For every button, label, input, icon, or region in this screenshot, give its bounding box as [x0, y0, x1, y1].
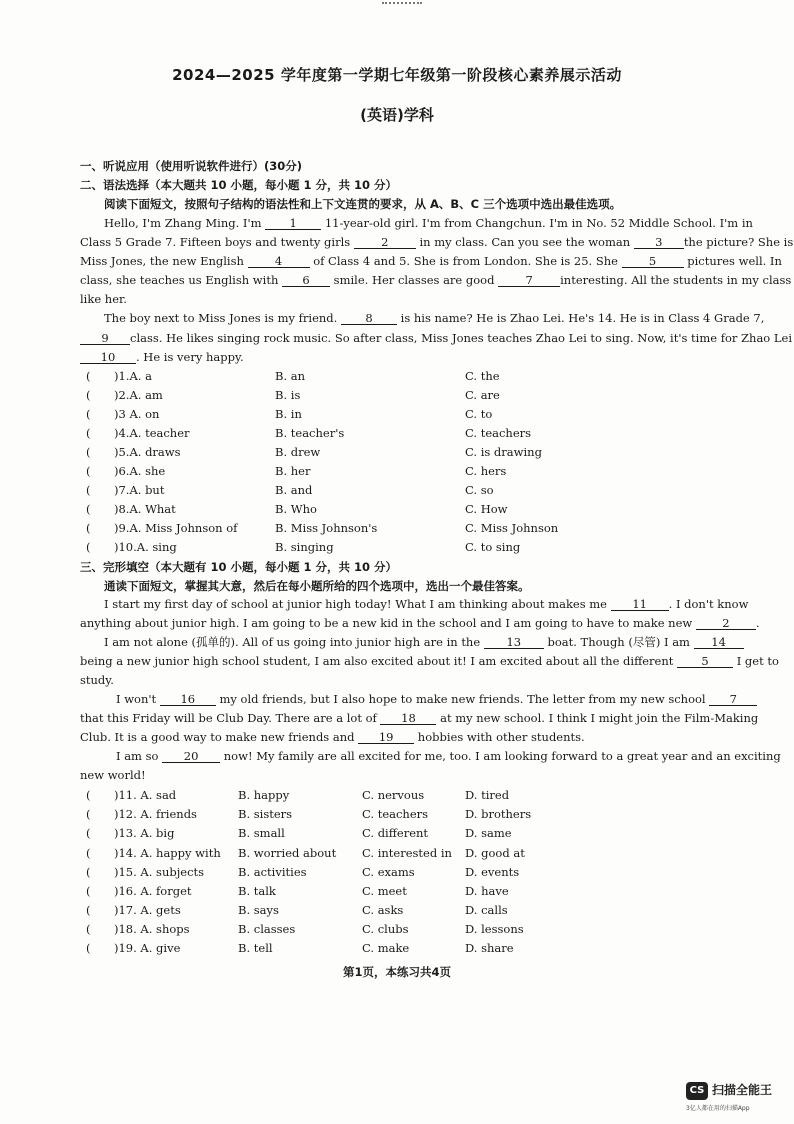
question-option-c: C. asks [362, 903, 404, 917]
question-option-b: B. classes [238, 922, 296, 936]
answer-blank: 18 [380, 712, 436, 725]
question-option-b: B. activities [238, 865, 307, 879]
section3-heading: 三、完形填空（本大题有 10 小题，每小题 1 分，共 10 分） [80, 560, 398, 574]
question-option-b: B. is [275, 388, 301, 402]
question-option-c: C. interested in [362, 846, 452, 860]
exam-title: 2024—2025 学年度第一学期七年级第一阶段核心素养展示活动 [172, 66, 622, 84]
question-option-d: D. events [465, 865, 520, 879]
answer-blank: 14 [694, 636, 744, 649]
question-option-b: B. talk [238, 884, 276, 898]
passage-line: 9 class. He likes singing rock music. So after class, Miss Jones teaches Zhao Lei to sing. Now, it's time for Zhao Lei [80, 331, 792, 345]
question-option-a: )12. A. friends [114, 807, 197, 821]
question-option-c: C. the [465, 369, 500, 383]
question-option-d: D. tired [465, 788, 510, 802]
passage-line: I won't 16 my old friends, but I also hope to make new friends. The letter from my new school 7 [116, 692, 757, 706]
passage-line: like her. [80, 292, 127, 306]
passage-line: I am not alone (孤单的). All of us going into junior high are in the 13 boat. Though (尽管) I am 14 [104, 635, 744, 649]
question-option-a: )1.A. a [114, 369, 152, 383]
question-option-a: )17. A. gets [114, 903, 181, 917]
exam-page: 2024—2025 学年度第一学期七年级第一阶段核心素养展示活动 (英语)学科 一、听说应用（使用听说软件进行）(30分) 二、语法选择（本大题共 10 小题，每小题 1 分，共 10 分） 阅读下面短文，按照句子结构的语法性和上下文连贯的要求，从 A、B、C 三个选项中选出最佳选项。 Hello, I'm Zhang Ming. I'm 1 11-year-old girl. I'm from Changchun. I'm in No. 52 Middle School. I'm in Class 5 Grade 7. Fifteen boys and twenty girls 2 in my class. Can you see the woman 3 the picture? She is Miss Jones, the new English 4 of Class 4 and 5. She is from London. She is 25. She 5 pictures well. In class, she teaches us English with 6 smile. Her classes are good 7 interesting. All the students in my class like her. The boy next to Miss Jones is my friend. 8 is his name? He is Zhao Lei. He's 14. He is in Class 4 Grade 7, 9 class. He likes singing rock music. So after class, Miss Jones teaches Zhao Lei to sing. Now, it's time for Zhao Lei 10 . He is very happy. ( )1.A. a B. an C. the ( )2.A. am B. is C. are ( )3 A. on B. in C. to ( )4.A. teacher B. teacher's C. teachers ( )5.A. draws B. drew C. is drawing ( )6.A. she B. her C. hers ( )7.A. but B. and C. so ( )8.A. What B. Who C. How ( )9.A. Miss Johnson of B. Miss Johnson's C. Miss Johnson ( )10.A. sing B. singing C. to sing 三、完形填空（本大题有 10 小题，每小题 1 分，共 10 分） 通读下面短文，掌握其大意，然后在每小题所给的四个选项中，选出一个最佳答案。 I start my first day of school at junior high today! What I am thinking about makes me 11 . I don't know anything about junior high. I am going to be a new kid in the school and I am going to have to make new 2 . I am not alone (孤单的). All of us going into junior high are in the 13 boat. Though (尽管) I am 14 being a new junior high school student, I am also excited about it! I am excited about all the different 5 I get to study. I won't 16 my old friends, but I also hope to make new friends. The letter from my new school 7 that this Friday will be Club Day. There are a lot of 18 at my new school. I think I might join the Film-Making Club. It is a good way to make new friends and 19 hobbies with other students. I am so 20 now! My family are all excited for me, too. I am looking forward to a great year and an exciting new world! ( )11. A. sad B. happy C. nervous D. tired ( )12. A. friends B. sisters C. teachers D. brothers ( )13. A. big B. small C. different D. same ( )14. A. happy with B. worried about C. interested in D. good at ( )15. A. subjects B. activities C. exams D. events ( )16. A. forget B. talk C. meet D. have ( )17. A. gets B. says C. asks D. calls ( )18. A. shops B. classes C. clubs D. lessons ( )19. A. give B. tell C. make D. share 第1页，本练习共4页 CS 扫描全能王 3亿人都在用的扫描App [0, 0, 794, 1124]
question-option-b: B. drew [275, 445, 321, 459]
question-option-b: B. Miss Johnson's [275, 521, 378, 535]
answer-blank: 10 [80, 351, 136, 364]
question-option-c: C. teachers [362, 807, 429, 821]
passage-line: that this Friday will be Club Day. There are a lot of 18 at my new school. I think I might join the Film-Making [80, 711, 759, 725]
question-option-c: C. to sing [465, 540, 521, 554]
passage-line: I start my first day of school at junior high today! What I am thinking about makes me 11 . I don't know [104, 597, 749, 611]
question-option-b: B. worried about [238, 846, 337, 860]
answer-blank: 1 [265, 217, 321, 230]
passage-line: 10 . He is very happy. [80, 350, 244, 364]
page-footer: 第1页，本练习共4页 [342, 965, 451, 979]
question-option-c: C. different [362, 826, 429, 840]
question-option-c: C. is drawing [465, 445, 542, 459]
question-option-a: )15. A. subjects [114, 865, 205, 879]
passage-line: being a new junior high school student, I am also excited about it! I am excited about all the different 5 I get to [80, 654, 779, 668]
question-option-b: B. small [238, 826, 285, 840]
question-option-c: C. clubs [362, 922, 409, 936]
section1-heading: 一、听说应用（使用听说软件进行）(30分) [80, 159, 303, 173]
question-option-b: B. her [275, 464, 311, 478]
question-option-d: D. share [465, 941, 514, 955]
question-option-c: C. so [465, 483, 494, 497]
answer-blank: 7 [498, 274, 560, 287]
question-option-c: C. teachers [465, 426, 532, 440]
question-option-d: D. have [465, 884, 509, 898]
question-option-d: D. brothers [465, 807, 532, 821]
answer-blank: 5 [622, 255, 684, 268]
question-option-b: B. tell [238, 941, 273, 955]
question-option-b: B. an [275, 369, 306, 383]
question-option-b: B. sisters [238, 807, 293, 821]
exam-subject: (英语)学科 [360, 106, 434, 124]
answer-blank: 19 [358, 731, 414, 744]
question-option-d: D. same [465, 826, 512, 840]
question-option-b: B. says [238, 903, 279, 917]
question-option-a: )10.A. sing [114, 540, 177, 554]
answer-blank: 9 [80, 332, 130, 345]
question-option-c: C. hers [465, 464, 507, 478]
question-option-a: )9.A. Miss Johnson of [114, 521, 238, 535]
question-option-a: )16. A. forget [114, 884, 192, 898]
question-option-d: D. calls [465, 903, 508, 917]
question-option-a: )2.A. am [114, 388, 163, 402]
section2-heading: 二、语法选择（本大题共 10 小题，每小题 1 分，共 10 分） [80, 178, 398, 192]
answer-blank: 2 [354, 236, 416, 249]
scan-mark [382, 2, 422, 7]
question-option-a: )18. A. shops [114, 922, 190, 936]
question-option-b: B. and [275, 483, 313, 497]
passage-line: I am so 20 now! My family are all excited for me, too. I am looking forward to a great year and an exciting [116, 749, 781, 763]
answer-blank: 16 [160, 693, 216, 706]
question-option-c: C. exams [362, 865, 415, 879]
answer-blank: 5 [677, 655, 733, 668]
question-option-a: )4.A. teacher [114, 426, 190, 440]
answer-blank: 20 [162, 750, 220, 763]
passage-line: The boy next to Miss Jones is my friend. 8 is his name? He is Zhao Lei. He's 14. He is in Class 4 Grade 7, [104, 311, 765, 325]
question-option-b: B. happy [238, 788, 290, 802]
answer-blank: 6 [282, 274, 330, 287]
section2-instruction: 阅读下面短文，按照句子结构的语法性和上下文连贯的要求，从 A、B、C 三个选项中选出最佳选项。 [104, 197, 622, 211]
question-option-a: )3 A. on [114, 407, 160, 421]
question-option-a: )5.A. draws [114, 445, 181, 459]
question-option-c: C. make [362, 941, 410, 955]
question-option-a: )7.A. but [114, 483, 165, 497]
question-option-b: B. teacher's [275, 426, 345, 440]
answer-blank: 3 [634, 236, 684, 249]
section3-instruction: 通读下面短文，掌握其大意，然后在每小题所给的四个选项中，选出一个最佳答案。 [104, 579, 530, 593]
question-option-a: )8.A. What [114, 502, 176, 516]
question-option-d: D. lessons [465, 922, 524, 936]
question-option-c: C. meet [362, 884, 407, 898]
answer-blank: 11 [611, 598, 669, 611]
question-option-c: C. Miss Johnson [465, 521, 559, 535]
camscanner-brand: 扫描全能王 [712, 1083, 773, 1097]
passage-line: Club. It is a good way to make new friends and 19 hobbies with other students. [80, 730, 585, 744]
question-option-a: )13. A. big [114, 826, 175, 840]
answer-blank: 2 [696, 617, 756, 630]
answer-blank: 7 [709, 693, 757, 706]
question-option-a: )11. A. sad [114, 788, 177, 802]
camscanner-tagline: 3亿人都在用的扫描App [686, 1105, 750, 1112]
passage-line: Hello, I'm Zhang Ming. I'm 1 11-year-old girl. I'm from Changchun. I'm in No. 52 Middle School. I'm in [104, 216, 753, 230]
answer-blank: 4 [248, 255, 310, 268]
passage-line: class, she teaches us English with 6 smile. Her classes are good 7 interesting. All the students in my class [80, 273, 792, 287]
question-option-c: C. How [465, 502, 508, 516]
question-option-b: B. Who [275, 502, 317, 516]
passage-line: new world! [80, 768, 146, 782]
passage-line: study. [80, 673, 114, 687]
passage-line: Miss Jones, the new English 4 of Class 4 and 5. She is from London. She is 25. She 5 pictures well. In [80, 254, 782, 268]
question-option-c: C. are [465, 388, 500, 402]
question-option-c: C. nervous [362, 788, 425, 802]
camscanner-logo-icon: CS [686, 1082, 708, 1100]
question-option-a: )14. A. happy with [114, 846, 221, 860]
question-option-d: D. good at [465, 846, 525, 860]
passage-line: Class 5 Grade 7. Fifteen boys and twenty girls 2 in my class. Can you see the woman 3 the picture? She is [80, 235, 794, 249]
answer-blank: 13 [484, 636, 544, 649]
answer-blank: 8 [341, 312, 397, 325]
question-option-b: B. singing [275, 540, 334, 554]
question-option-a: )6.A. she [114, 464, 166, 478]
question-option-a: )19. A. give [114, 941, 181, 955]
question-option-c: C. to [465, 407, 493, 421]
passage-line: anything about junior high. I am going to be a new kid in the school and I am going to have to make new 2 . [80, 616, 760, 630]
question-option-b: B. in [275, 407, 302, 421]
